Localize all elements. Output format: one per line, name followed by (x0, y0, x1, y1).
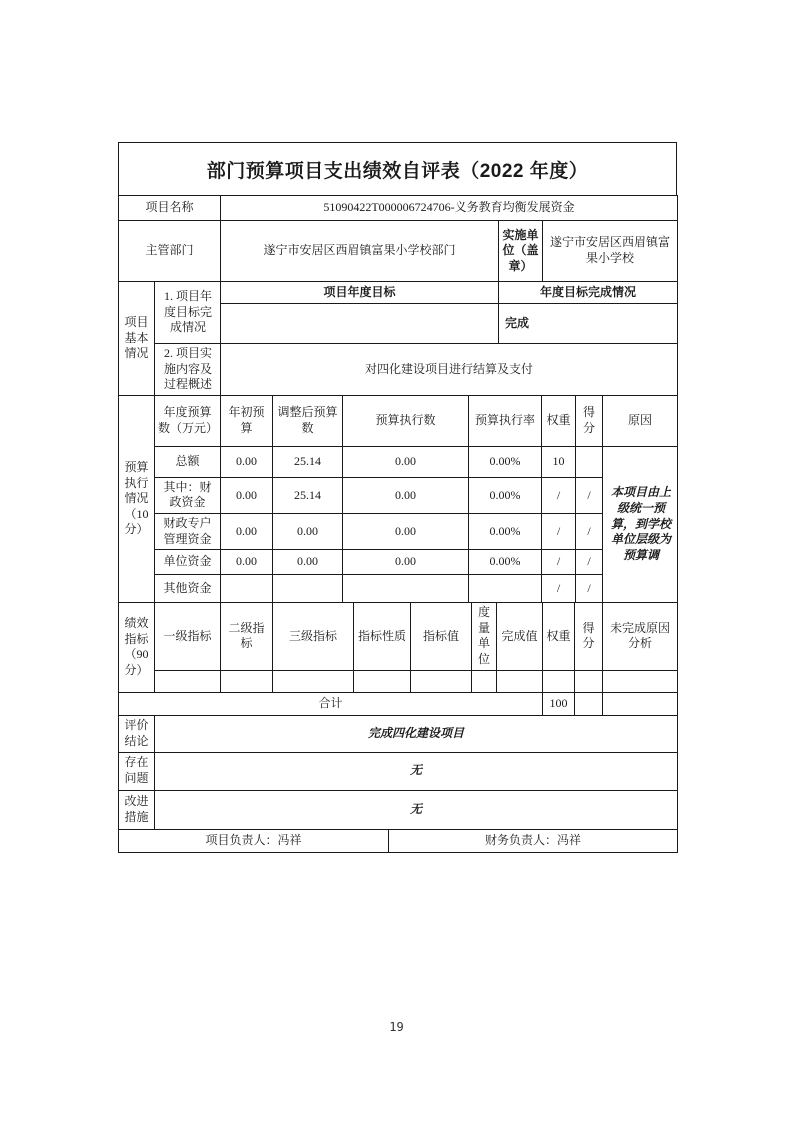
budget-weight: / (542, 477, 576, 513)
perf-col-header: 三级指标 (273, 603, 354, 670)
table-row (119, 395, 678, 446)
perf-empty-cell (273, 670, 354, 692)
table-row (119, 221, 678, 282)
total-remark-cell (603, 692, 678, 715)
budget-col-header: 年初预算 (221, 395, 273, 446)
budget-execution-table (118, 395, 678, 603)
budget-weight: 10 (542, 446, 576, 477)
table-row (119, 752, 678, 790)
perf-col-header: 二级指标 (221, 603, 273, 670)
signature-table (118, 829, 678, 853)
goal-completion-value: 完成 (499, 304, 678, 344)
basic-section-label: 项目基本情况 (119, 282, 155, 396)
budget-initial (221, 575, 273, 603)
table-row (119, 344, 678, 396)
perf-empty-cell (497, 670, 543, 692)
perf-col-header: 一级指标 (155, 603, 221, 670)
perf-col-header: 完成值 (497, 603, 543, 670)
budget-executed: 0.00 (343, 446, 469, 477)
project-name-table (118, 195, 678, 221)
conclusion-label: 评价结论 (119, 715, 155, 752)
total-weight-value: 100 (543, 692, 575, 715)
budget-score: / (576, 513, 603, 549)
table-row (119, 196, 678, 221)
project-name-value: 51090422T000006724706-义务教育均衡发展资金 (221, 196, 678, 221)
perf-col-header: 指标值 (411, 603, 472, 670)
impl-content-row-label: 2. 项目实施内容及过程概述 (155, 344, 221, 396)
finance-lead-signature: 财务负责人：冯祥 (389, 829, 678, 852)
budget-executed: 0.00 (343, 513, 469, 549)
budget-executed (343, 575, 469, 603)
perf-empty-cell (472, 670, 497, 692)
budget-adjusted: 25.14 (273, 446, 343, 477)
budget-rate: 0.00% (469, 446, 542, 477)
table-row (119, 550, 678, 575)
annual-goal-row-label: 1. 项目年度目标完成情况 (155, 282, 221, 344)
department-table (118, 220, 678, 282)
total-label: 合计 (119, 692, 543, 715)
budget-rate (469, 575, 542, 603)
budget-col-header: 年度预算数（万元） (155, 395, 221, 446)
budget-weight: / (542, 575, 576, 603)
budget-weight: / (542, 513, 576, 549)
table-row (119, 790, 678, 829)
perf-col-header: 得分 (575, 603, 603, 670)
budget-section-label: 预算执行情况（10分） (119, 395, 155, 602)
budget-row-item: 其他资金 (155, 575, 221, 603)
perf-empty-cell (543, 670, 575, 692)
perf-empty-cell (155, 670, 221, 692)
budget-row-item: 其中：财政资金 (155, 477, 221, 513)
conclusion-value: 完成四化建设项目 (155, 715, 678, 752)
problems-value: 无 (155, 752, 678, 790)
perf-col-header: 指标性质 (354, 603, 411, 670)
perf-empty-cell (575, 670, 603, 692)
budget-col-header: 权重 (542, 395, 576, 446)
budget-executed: 0.00 (343, 477, 469, 513)
perf-col-header: 度量单位 (472, 603, 497, 670)
table-row (119, 446, 678, 477)
budget-initial: 0.00 (221, 513, 273, 549)
table-row (119, 477, 678, 513)
annual-goal-header: 项目年度目标 (221, 282, 499, 304)
table-row (119, 829, 678, 852)
perf-col-header: 未完成原因分析 (603, 603, 678, 670)
annual-goal-value (221, 304, 499, 344)
goal-completion-header: 年度目标完成情况 (499, 282, 678, 304)
budget-row-item: 单位资金 (155, 550, 221, 575)
budget-score: / (576, 477, 603, 513)
impl-content-value: 对四化建设项目进行结算及支付 (221, 344, 678, 396)
department-label: 主管部门 (119, 221, 221, 282)
perf-empty-cell (603, 670, 678, 692)
budget-rate: 0.00% (469, 477, 542, 513)
budget-adjusted: 0.00 (273, 550, 343, 575)
table-row (119, 715, 678, 752)
basic-info-table (118, 281, 678, 396)
perf-empty-cell (411, 670, 472, 692)
budget-score: / (576, 575, 603, 603)
budget-row-item: 财政专户管理资金 (155, 513, 221, 549)
budget-col-header: 预算执行率 (469, 395, 542, 446)
budget-adjusted (273, 575, 343, 603)
budget-score: / (576, 550, 603, 575)
budget-col-header: 原因 (603, 395, 678, 446)
project-name-label: 项目名称 (119, 196, 221, 221)
self-evaluation-form (118, 142, 677, 853)
problems-label: 存在问题 (119, 752, 155, 790)
page-number: 19 (389, 1020, 404, 1034)
budget-col-header: 预算执行数 (343, 395, 469, 446)
table-row (119, 282, 678, 304)
table-row (119, 692, 678, 715)
perf-col-header: 权重 (543, 603, 575, 670)
budget-weight: / (542, 550, 576, 575)
performance-section-label: 绩效指标（90分） (119, 603, 155, 692)
budget-col-header: 得分 (576, 395, 603, 446)
budget-initial: 0.00 (221, 477, 273, 513)
budget-rate: 0.00% (469, 513, 542, 549)
table-row (119, 513, 678, 549)
impl-unit-label: 实施单位（盖章） (499, 221, 543, 282)
performance-indicators-table (118, 602, 678, 692)
total-score-cell (575, 692, 603, 715)
conclusion-table (118, 715, 678, 830)
budget-rate: 0.00% (469, 550, 542, 575)
table-row (119, 670, 678, 692)
improvements-value: 无 (155, 790, 678, 829)
budget-initial: 0.00 (221, 550, 273, 575)
impl-unit-value: 遂宁市安居区西眉镇富果小学校 (543, 221, 678, 282)
budget-adjusted: 0.00 (273, 513, 343, 549)
table-row (119, 603, 678, 670)
improvements-label: 改进措施 (119, 790, 155, 829)
budget-col-header: 调整后预算数 (273, 395, 343, 446)
project-lead-signature: 项目负责人：冯祥 (119, 829, 389, 852)
perf-empty-cell (221, 670, 273, 692)
table-row (119, 575, 678, 603)
budget-adjusted: 25.14 (273, 477, 343, 513)
form-title: 部门预算项目支出绩效自评表（2022 年度） (118, 142, 677, 196)
budget-score (576, 446, 603, 477)
department-value: 遂宁市安居区西眉镇富果小学校部门 (221, 221, 499, 282)
budget-row-item: 总额 (155, 446, 221, 477)
perf-empty-cell (354, 670, 411, 692)
total-row-table (118, 692, 678, 716)
budget-initial: 0.00 (221, 446, 273, 477)
budget-reason: 本项目由上级统一预算，到学校单位层级为预算调 (603, 446, 678, 602)
budget-executed: 0.00 (343, 550, 469, 575)
